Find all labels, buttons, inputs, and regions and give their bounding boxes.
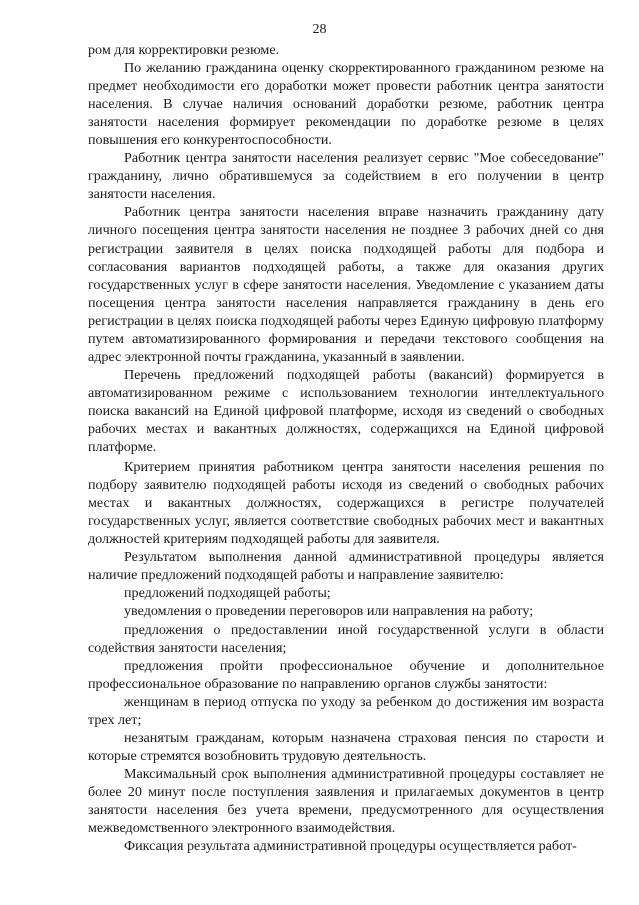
list-item-pensioners: незанятым гражданам, которым назначена страховая пенсия по старости и которые стремятся возобновить трудовую деятельность. (88, 729, 604, 764)
paragraph-selection-criterion: Критерием принятия работником центра занятости населения решения по подбору заявителю подходящей работы исходя из сведений о свободных рабочих местах и вакантных должностях, содержащихся в регистре получателей государственных услуг, является соответствие свободных рабочих мест и вакантных должностей критериям подходящей работы для заявителя. (88, 459, 604, 548)
paragraph-result-recording: Фиксация результата административной процедуры осуществляется работ- (124, 838, 577, 855)
paragraph-visit-date: Работник центра занятости населения вправе назначить гражданину дату личного посещения центра занятости населения не позднее 3 рабочих дней со дня регистрации заявителя в целях поиска подходящей работы для подбора и согласования вариантов подходящей работы, а также для оказания других государственных услуг в сфере занятости населения. Уведомление с указанием даты посещения центра занятости населения направляется гражданину в день его регистрации в целях поиска подходящей работы через Единую цифровую платформу путем автоматизированного формирования и передачи текстового сообщения на адрес электронной почты гражданина, указанный в заявлении. (88, 204, 604, 365)
paragraph-max-duration: Максимальный срок выполнения административной процедуры составляет не более 20 минут после поступления заявления и прилагаемых документов в центр занятости населения без учета времени, предусмотренного для осуществления межведомственного электронного взаимодействия. (88, 765, 604, 837)
paragraph-resume-evaluation: По желанию гражданина оценку скорректированного гражданином резюме на предмет необходимости его доработки может провести работник центра занятости населения. В случае наличия оснований доработки резюме, работник центра занятости населения формирует рекомендации по доработке резюме в целях повышения его конкурентоспособности. (88, 60, 604, 149)
paragraph-procedure-result: Результатом выполнения данной административной процедуры является наличие предложений подходящей работы и направление заявителю: (88, 549, 604, 584)
list-item-training-offer: предложения пройти профессиональное обучение и дополнительное профессиональное образование по направлению органов службы занятости: (88, 657, 604, 692)
list-item-negotiation-notice: уведомления о проведении переговоров или направления на работу; (124, 603, 534, 620)
document-body (88, 41, 604, 855)
paragraph-vacancy-list: Перечень предложений подходящей работы (вакансий) формируется в автоматизированном режиме с использованием технологии интеллектуального поиска вакансий на Единой цифровой платформе, исходя из сведений о свободных рабочих местах и вакантных должностях, содержащихся на Единой цифровой платформе. (88, 366, 604, 456)
list-item-job-offers: предложений подходящей работы; (124, 585, 331, 602)
paragraph-my-interview-service: Работник центра занятости населения реализует сервис "Мое собеседование" гражданину, лично обратившемуся за содействием в его получении в центр занятости населения. (88, 150, 604, 203)
paragraph-continuation: ром для корректировки резюме. (88, 42, 280, 58)
page-number: 28 (312, 22, 327, 37)
list-item-parental-leave-women: женщинам в период отпуска по уходу за ребенком до достижения им возраста трех лет; (88, 693, 604, 728)
list-item-other-service-offer: предложения о предоставлении иной государственной услуги в области содействия занятости населения; (88, 621, 604, 656)
